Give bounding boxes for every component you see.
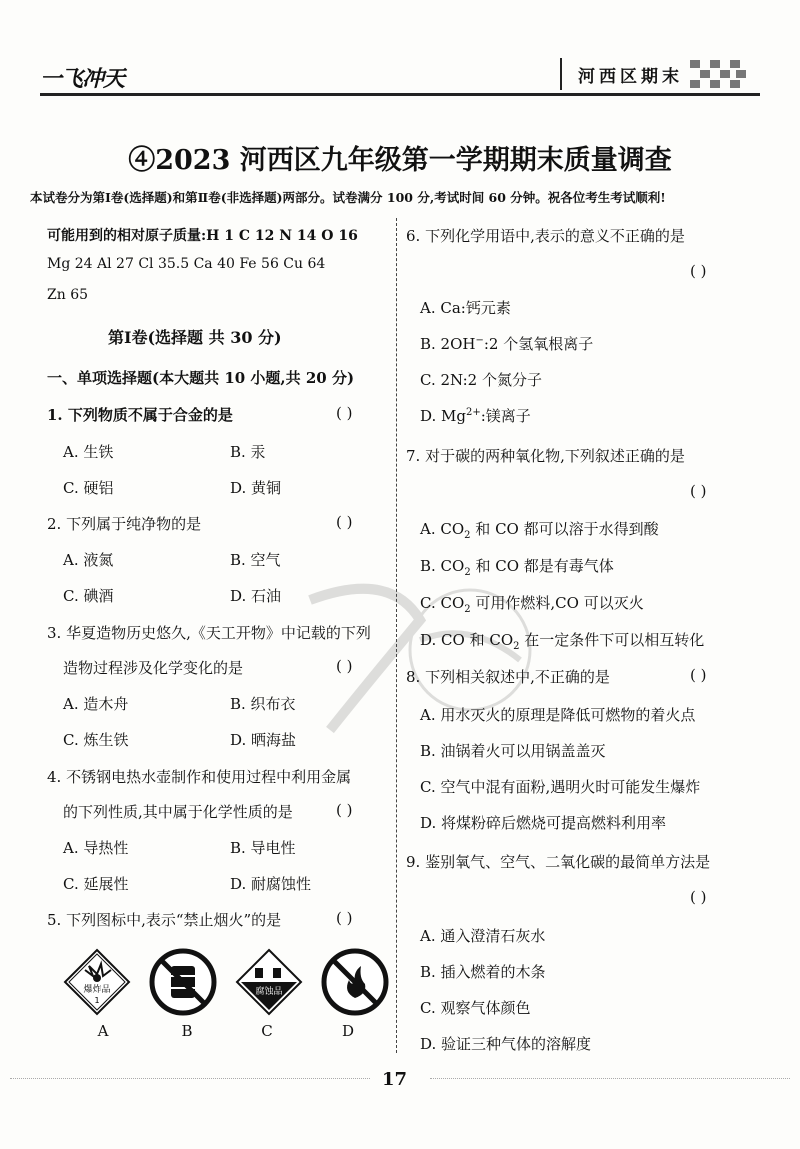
q5-label-b: B xyxy=(181,1022,193,1040)
q2-option-d[interactable]: D. 石油 xyxy=(230,587,282,605)
q6-option-d[interactable]: D. $Mg^{2+}$:镁离子 xyxy=(420,407,531,425)
corrosive-icon[interactable] xyxy=(235,948,303,1016)
q9-option-b[interactable]: B. 插入燃着的木条 xyxy=(420,963,546,981)
q2-answer-paren[interactable]: ( ) xyxy=(336,513,353,531)
q5-label-a: A xyxy=(97,1022,109,1040)
no-barrel-icon[interactable] xyxy=(149,948,217,1016)
header-separator xyxy=(560,58,562,90)
q4-stem-line1: 4. 不锈钢电热水壶制作和使用过程中利用金属 xyxy=(47,768,352,786)
q7-stem: 7. 对于碳的两种氧化物,下列叙述正确的是 xyxy=(406,447,685,465)
q4-option-c[interactable]: C. 延展性 xyxy=(63,875,129,893)
q8-option-b[interactable]: B. 油锅着火可以用锅盖盖灭 xyxy=(420,742,606,760)
exam-intro: 本试卷分为第Ⅰ卷(选择题)和第Ⅱ卷(非选择题)两部分。试卷满分 100 分,考试时间 60 分钟。祝各位考生考试顺利! xyxy=(30,190,666,205)
q2-option-a[interactable]: A. 液氮 xyxy=(63,551,114,569)
atomic-mass-line1: 可能用到的相对原子质量:H 1 C 12 N 14 O 16 xyxy=(47,228,358,244)
q5-label-c: C xyxy=(261,1022,273,1040)
q1-answer-paren[interactable]: ( ) xyxy=(336,404,353,422)
q5-icon-row xyxy=(63,948,383,1018)
q8-stem: 8. 下列相关叙述中,不正确的是 xyxy=(406,668,610,686)
q7-option-b[interactable]: B. $CO_2$ 和 CO 都是有毒气体 xyxy=(420,557,614,578)
brand-logo: 一飞冲天 xyxy=(40,67,125,92)
q2-option-b[interactable]: B. 空气 xyxy=(230,551,281,569)
q4-answer-paren[interactable]: ( ) xyxy=(336,801,353,819)
q5-stem: 5. 下列图标中,表示“禁止烟火”的是 xyxy=(47,911,282,929)
q1-option-c[interactable]: C. 硬铝 xyxy=(63,479,114,497)
atomic-mass-line2: Mg 24 Al 27 Cl 35.5 Ca 40 Fe 56 Cu 64 xyxy=(47,256,326,272)
q8-option-c[interactable]: C. 空气中混有面粉,遇明火时可能发生爆炸 xyxy=(420,778,701,796)
checker-decoration xyxy=(690,60,746,90)
q9-option-c[interactable]: C. 观察气体颜色 xyxy=(420,999,531,1017)
q5-label-d: D xyxy=(341,1022,355,1040)
q1-option-d[interactable]: D. 黄铜 xyxy=(230,479,282,497)
q4-option-a[interactable]: A. 导热性 xyxy=(63,839,129,857)
column-divider xyxy=(396,218,397,1053)
q3-option-a[interactable]: A. 造木舟 xyxy=(63,695,129,713)
explosive-icon-label: 爆炸品 xyxy=(83,985,111,995)
q1-option-b[interactable]: B. 汞 xyxy=(230,443,266,461)
q7-option-d[interactable]: D. CO 和 $CO_2$ 在一定条件下可以相互转化 xyxy=(420,631,705,652)
q6-option-c[interactable]: C. 2N:2 个氮分子 xyxy=(420,371,542,389)
q8-option-a[interactable]: A. 用水灭火的原理是降低可燃物的着火点 xyxy=(420,706,696,724)
header-rule xyxy=(40,93,760,96)
q1-option-a[interactable]: A. 生铁 xyxy=(63,443,114,461)
footer-rule-right xyxy=(430,1078,790,1079)
q8-option-d[interactable]: D. 将煤粉碎后燃烧可提高燃料利用率 xyxy=(420,814,667,832)
q7-option-c[interactable]: C. $CO_2$ 可用作燃料,CO 可以灭火 xyxy=(420,594,644,615)
explosive-icon-number: 1 xyxy=(94,996,100,1005)
q3-option-b[interactable]: B. 织布衣 xyxy=(230,695,296,713)
q4-option-b[interactable]: B. 导电性 xyxy=(230,839,296,857)
q4-option-d[interactable]: D. 耐腐蚀性 xyxy=(230,875,312,893)
q3-option-c[interactable]: C. 炼生铁 xyxy=(63,731,129,749)
footer-rule-left xyxy=(10,1078,370,1079)
q6-stem: 6. 下列化学用语中,表示的意义不正确的是 xyxy=(406,227,685,245)
q3-stem-line1: 3. 华夏造物历史悠久,《天工开物》中记载的下列 xyxy=(47,624,371,642)
no-fire-icon[interactable] xyxy=(321,948,389,1016)
q2-stem: 2. 下列属于纯净物的是 xyxy=(47,515,202,533)
q3-option-d[interactable]: D. 晒海盐 xyxy=(230,731,297,749)
q6-option-b[interactable]: B. 2OH−:2 个氢氧根离子 xyxy=(420,335,594,353)
q9-stem: 9. 鉴别氧气、空气、二氧化碳的最简单方法是 xyxy=(406,853,711,871)
header-section-title: 河西区期末 xyxy=(578,67,683,87)
q8-answer-paren[interactable]: ( ) xyxy=(690,666,707,684)
page-number: 17 xyxy=(382,1069,408,1090)
q3-answer-paren[interactable]: ( ) xyxy=(336,657,353,675)
q7-option-a[interactable]: A. $CO_2$ 和 CO 都可以溶于水得到酸 xyxy=(420,520,659,541)
q6-answer-paren[interactable]: ( ) xyxy=(690,262,707,280)
q4-stem-line2: 的下列性质,其中属于化学性质的是 xyxy=(63,803,293,821)
watermark-logo xyxy=(270,560,570,760)
q1-stem: 1. 下列物质不属于合金的是 xyxy=(47,406,233,424)
explosive-icon[interactable] xyxy=(63,948,131,1016)
q7-answer-paren[interactable]: ( ) xyxy=(690,482,707,500)
section1-title: 一、单项选择题(本大题共 10 小题,共 20 分) xyxy=(47,369,355,387)
q3-stem-line2: 造物过程涉及化学变化的是 xyxy=(63,659,244,677)
part1-title: 第Ⅰ卷(选择题 共 30 分) xyxy=(108,328,282,347)
q6-option-a[interactable]: A. Ca:钙元素 xyxy=(420,299,511,317)
q9-answer-paren[interactable]: ( ) xyxy=(690,888,707,906)
q9-option-a[interactable]: A. 通入澄清石灰水 xyxy=(420,927,546,945)
q5-answer-paren[interactable]: ( ) xyxy=(336,909,353,927)
corrosive-icon-label: 腐蚀品 xyxy=(255,987,283,997)
q9-option-d[interactable]: D. 验证三种气体的溶解度 xyxy=(420,1035,592,1053)
q2-option-c[interactable]: C. 碘酒 xyxy=(63,587,114,605)
atomic-mass-line3: Zn 65 xyxy=(47,287,89,303)
exam-title: ④2023 河西区九年级第一学期期末质量调查 xyxy=(128,145,672,176)
